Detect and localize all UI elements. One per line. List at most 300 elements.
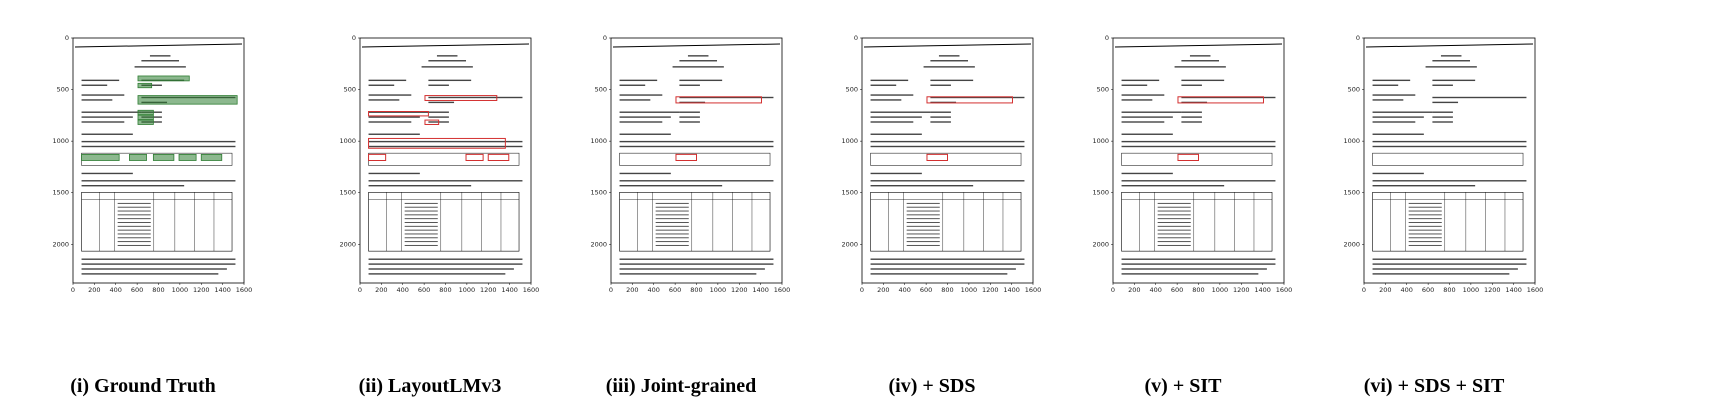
- table-text: [118, 203, 151, 204]
- text-line: [1122, 273, 1259, 274]
- text-line: [369, 94, 412, 95]
- text-line: [369, 259, 523, 260]
- text-line: [1122, 80, 1160, 81]
- x-tick-label: 1200: [479, 286, 497, 294]
- table-text: [656, 203, 689, 204]
- text-line: [871, 259, 1025, 260]
- x-tick-label: 1400: [1003, 286, 1020, 294]
- text-line: [1373, 268, 1518, 269]
- text-line: [369, 180, 523, 181]
- text-line: [871, 146, 1025, 147]
- x-tick-label: 0: [1110, 286, 1116, 294]
- table-text: [907, 230, 940, 231]
- x-tick-label: 0: [608, 286, 614, 294]
- x-tick-label: 400: [647, 286, 660, 294]
- x-tick-label: 800: [152, 286, 165, 294]
- y-tick-label: 500: [845, 85, 858, 94]
- x-tick-label: 1200: [1232, 286, 1250, 294]
- text-line: [620, 94, 663, 95]
- table-text: [118, 222, 151, 223]
- text-line: [369, 121, 412, 122]
- table-text: [118, 237, 151, 238]
- panel-caption: (ii) LayoutLMv3: [358, 375, 502, 397]
- table-text: [405, 211, 438, 212]
- text-line: [930, 80, 973, 81]
- y-tick-label: 0: [1104, 34, 1109, 42]
- text-line: [679, 80, 722, 81]
- document-thumbnail: [1291, 0, 1577, 300]
- text-line: [135, 66, 186, 67]
- table-text: [118, 241, 151, 242]
- y-tick-label: 1000: [1343, 137, 1360, 146]
- text-line: [1122, 263, 1276, 264]
- text-line: [871, 180, 1025, 181]
- x-tick-label: 0: [859, 286, 865, 294]
- text-line: [871, 80, 909, 81]
- x-tick-label: 200: [626, 286, 639, 294]
- y-tick-label: 1000: [841, 137, 858, 146]
- y-tick-label: 0: [351, 34, 356, 42]
- text-line: [620, 173, 671, 174]
- text-line: [1432, 85, 1453, 86]
- table-text: [1409, 230, 1442, 231]
- x-tick-label: 1000: [709, 286, 727, 294]
- text-line: [620, 268, 765, 269]
- text-line: [1441, 55, 1462, 56]
- y-tick-label: 500: [594, 85, 607, 94]
- table-text: [656, 211, 689, 212]
- x-tick-label: 1000: [960, 286, 978, 294]
- text-line: [620, 141, 774, 142]
- text-line: [428, 116, 449, 117]
- text-line: [871, 85, 897, 86]
- table-text: [656, 234, 689, 235]
- text-line: [82, 268, 227, 269]
- text-line: [620, 112, 680, 113]
- panel-3: [538, 0, 824, 412]
- table-text: [656, 214, 689, 215]
- table-text: [118, 234, 151, 235]
- x-tick-label: 1600: [773, 286, 791, 294]
- x-tick-label: 1400: [214, 286, 231, 294]
- text-line: [1373, 112, 1433, 113]
- table-text: [656, 230, 689, 231]
- x-tick-label: 600: [1421, 286, 1435, 294]
- text-line: [1432, 60, 1470, 61]
- panel-caption: (vi) + SDS + SIT: [1363, 375, 1505, 397]
- table-text: [907, 245, 940, 246]
- text-line: [82, 134, 133, 135]
- x-tick-label: 1400: [1254, 286, 1271, 294]
- table-text: [405, 222, 438, 223]
- y-tick-label: 2000: [841, 240, 858, 249]
- text-line: [620, 259, 774, 260]
- text-line: [82, 94, 125, 95]
- table-text: [1409, 222, 1442, 223]
- x-tick-label: 800: [1443, 286, 1456, 294]
- table-text: [405, 234, 438, 235]
- y-tick-label: 1500: [1343, 188, 1360, 197]
- text-line: [1122, 146, 1276, 147]
- ground-truth-box: [179, 154, 196, 160]
- text-line: [1175, 66, 1226, 67]
- x-tick-label: 400: [1400, 286, 1413, 294]
- y-tick-label: 0: [602, 34, 607, 42]
- table-text: [405, 207, 438, 208]
- text-line: [679, 85, 700, 86]
- text-line: [82, 80, 120, 81]
- text-line: [924, 66, 975, 67]
- panel-2: [287, 0, 573, 412]
- text-line: [1122, 99, 1153, 100]
- panel-6: [1291, 0, 1577, 412]
- text-line: [428, 85, 449, 86]
- x-tick-label: 1200: [981, 286, 999, 294]
- table-text: [1409, 237, 1442, 238]
- text-line: [1122, 121, 1165, 122]
- page-frame: [1364, 38, 1535, 283]
- table-text: [907, 226, 940, 227]
- table-text: [405, 226, 438, 227]
- text-line: [1373, 85, 1399, 86]
- x-tick-label: 400: [109, 286, 122, 294]
- x-tick-label: 1600: [235, 286, 253, 294]
- x-tick-label: 1000: [1211, 286, 1229, 294]
- x-tick-label: 1000: [458, 286, 476, 294]
- text-line: [369, 85, 395, 86]
- text-line: [620, 99, 651, 100]
- table-text: [1409, 211, 1442, 212]
- y-tick-label: 1000: [1092, 137, 1109, 146]
- text-line: [1432, 112, 1453, 113]
- document-thumbnail: [0, 0, 286, 300]
- text-line: [871, 263, 1025, 264]
- table-text: [118, 218, 151, 219]
- text-line: [620, 273, 757, 274]
- table-text: [405, 237, 438, 238]
- table-text: [1158, 211, 1191, 212]
- text-line: [930, 121, 951, 122]
- x-tick-label: 600: [919, 286, 933, 294]
- x-tick-label: 1600: [1526, 286, 1544, 294]
- text-line: [871, 141, 1025, 142]
- text-line: [1432, 121, 1453, 122]
- text-line: [871, 173, 922, 174]
- table-text: [907, 214, 940, 215]
- text-line: [939, 55, 960, 56]
- x-tick-label: 1200: [730, 286, 748, 294]
- text-line: [82, 273, 219, 274]
- table-text: [1158, 241, 1191, 242]
- table-text: [1158, 218, 1191, 219]
- text-line: [428, 97, 522, 98]
- ground-truth-box: [138, 96, 237, 105]
- x-tick-label: 600: [417, 286, 431, 294]
- text-line: [930, 112, 951, 113]
- table-text: [656, 245, 689, 246]
- x-tick-label: 1000: [1462, 286, 1480, 294]
- table-text: [656, 207, 689, 208]
- text-line: [1181, 112, 1202, 113]
- table-text: [1158, 203, 1191, 204]
- text-line: [871, 112, 931, 113]
- text-line: [871, 185, 974, 186]
- table-text: [1158, 207, 1191, 208]
- table-text: [405, 245, 438, 246]
- x-tick-label: 1200: [1483, 286, 1501, 294]
- table-text: [907, 218, 940, 219]
- text-line: [1122, 185, 1225, 186]
- table-text: [1409, 207, 1442, 208]
- table-text: [656, 237, 689, 238]
- text-line: [620, 185, 723, 186]
- x-tick-label: 800: [439, 286, 452, 294]
- text-line: [871, 273, 1008, 274]
- text-line: [428, 60, 466, 61]
- text-line: [1373, 185, 1476, 186]
- text-line: [369, 173, 420, 174]
- text-line: [369, 99, 400, 100]
- text-line: [1373, 173, 1424, 174]
- text-line: [437, 55, 458, 56]
- text-line: [1373, 134, 1424, 135]
- text-line: [428, 80, 471, 81]
- text-line: [369, 268, 514, 269]
- y-tick-label: 1500: [339, 188, 356, 197]
- panel-caption: (i) Ground Truth: [70, 375, 216, 397]
- table-text: [907, 241, 940, 242]
- text-line: [620, 116, 671, 117]
- text-line: [871, 116, 922, 117]
- text-line: [871, 268, 1016, 269]
- text-line: [150, 55, 171, 56]
- text-line: [1373, 263, 1527, 264]
- text-line: [1432, 102, 1458, 103]
- y-tick-label: 500: [343, 85, 356, 94]
- text-line: [369, 80, 407, 81]
- table-text: [656, 218, 689, 219]
- x-tick-label: 200: [375, 286, 388, 294]
- x-tick-label: 600: [130, 286, 144, 294]
- text-line: [82, 141, 236, 142]
- y-tick-label: 0: [1355, 34, 1360, 42]
- panel-5: [1040, 0, 1326, 412]
- text-line: [871, 134, 922, 135]
- table-text: [1158, 234, 1191, 235]
- text-line: [871, 121, 914, 122]
- text-line: [369, 141, 523, 142]
- text-line: [82, 263, 236, 264]
- text-line: [871, 94, 914, 95]
- table-text: [405, 241, 438, 242]
- text-line: [620, 134, 671, 135]
- document-thumbnail: [538, 0, 824, 300]
- text-line: [82, 185, 185, 186]
- text-line: [1181, 85, 1202, 86]
- y-tick-label: 1500: [841, 188, 858, 197]
- text-line: [1373, 116, 1424, 117]
- text-line: [82, 146, 236, 147]
- text-line: [1181, 80, 1224, 81]
- table-text: [1409, 218, 1442, 219]
- ground-truth-box: [138, 83, 152, 87]
- text-line: [688, 55, 709, 56]
- table-text: [1409, 226, 1442, 227]
- y-tick-label: 2000: [1092, 240, 1109, 249]
- x-tick-label: 1400: [752, 286, 769, 294]
- x-tick-label: 400: [898, 286, 911, 294]
- text-line: [1373, 273, 1510, 274]
- table-text: [907, 222, 940, 223]
- text-line: [82, 116, 133, 117]
- x-tick-label: 0: [357, 286, 363, 294]
- table-text: [1158, 245, 1191, 246]
- y-tick-label: 2000: [1343, 240, 1360, 249]
- text-line: [930, 116, 951, 117]
- text-line: [930, 60, 968, 61]
- text-line: [1122, 85, 1148, 86]
- ground-truth-box: [153, 154, 174, 160]
- table-text: [1158, 214, 1191, 215]
- table-text: [907, 237, 940, 238]
- table-text: [405, 203, 438, 204]
- text-line: [1122, 116, 1173, 117]
- table-text: [1409, 214, 1442, 215]
- text-line: [141, 60, 179, 61]
- text-line: [1373, 259, 1527, 260]
- text-line: [679, 116, 700, 117]
- table-text: [1409, 203, 1442, 204]
- text-line: [369, 263, 523, 264]
- text-line: [82, 85, 108, 86]
- table-text: [1409, 234, 1442, 235]
- text-line: [1122, 259, 1276, 260]
- y-tick-label: 1000: [590, 137, 607, 146]
- y-tick-label: 500: [56, 85, 69, 94]
- y-tick-label: 500: [1347, 85, 1360, 94]
- text-line: [369, 146, 523, 147]
- panel-caption: (v) + SIT: [1144, 375, 1222, 397]
- y-tick-label: 2000: [52, 240, 69, 249]
- table-text: [907, 211, 940, 212]
- x-tick-label: 200: [877, 286, 890, 294]
- document-thumbnail: [287, 0, 573, 300]
- table-text: [118, 214, 151, 215]
- text-line: [369, 116, 420, 117]
- text-line: [82, 112, 142, 113]
- ground-truth-box: [201, 154, 222, 160]
- text-line: [1122, 94, 1165, 95]
- x-tick-label: 200: [1379, 286, 1392, 294]
- text-line: [1122, 268, 1267, 269]
- table-text: [656, 226, 689, 227]
- y-tick-label: 1500: [52, 188, 69, 197]
- panel-caption: (iv) + SDS: [888, 375, 976, 397]
- y-tick-label: 1500: [1092, 188, 1109, 197]
- text-line: [428, 112, 449, 113]
- x-tick-label: 600: [1170, 286, 1184, 294]
- y-tick-label: 0: [853, 34, 858, 42]
- table-text: [1158, 226, 1191, 227]
- y-tick-label: 2000: [590, 240, 607, 249]
- document-thumbnail: [1040, 0, 1326, 300]
- text-line: [620, 85, 646, 86]
- x-tick-label: 1200: [192, 286, 210, 294]
- x-tick-label: 0: [1361, 286, 1367, 294]
- x-tick-label: 1600: [1275, 286, 1293, 294]
- table-text: [118, 230, 151, 231]
- x-tick-label: 400: [1149, 286, 1162, 294]
- ground-truth-box: [138, 120, 153, 124]
- ground-truth-box: [138, 110, 153, 114]
- text-line: [369, 134, 420, 135]
- text-line: [673, 66, 724, 67]
- text-line: [1122, 134, 1173, 135]
- text-line: [1122, 180, 1276, 181]
- text-line: [620, 80, 658, 81]
- text-line: [1373, 121, 1416, 122]
- document-thumbnail: [789, 0, 1075, 300]
- x-tick-label: 1400: [501, 286, 518, 294]
- y-tick-label: 2000: [339, 240, 356, 249]
- text-line: [82, 173, 133, 174]
- text-line: [428, 102, 454, 103]
- text-line: [1373, 180, 1527, 181]
- ground-truth-box: [138, 115, 153, 119]
- text-line: [1122, 173, 1173, 174]
- y-tick-label: 500: [1096, 85, 1109, 94]
- text-line: [620, 180, 774, 181]
- text-line: [1373, 141, 1527, 142]
- x-tick-label: 200: [1128, 286, 1141, 294]
- table-text: [1158, 237, 1191, 238]
- x-tick-label: 0: [70, 286, 76, 294]
- y-tick-label: 1500: [590, 188, 607, 197]
- text-line: [1373, 146, 1527, 147]
- text-line: [679, 112, 700, 113]
- table-text: [907, 207, 940, 208]
- text-line: [620, 146, 774, 147]
- text-line: [1122, 112, 1182, 113]
- table-text: [656, 241, 689, 242]
- text-line: [1181, 116, 1202, 117]
- panel-1: [0, 0, 286, 412]
- text-line: [1181, 121, 1202, 122]
- table-text: [405, 214, 438, 215]
- x-tick-label: 800: [1192, 286, 1205, 294]
- text-line: [82, 259, 236, 260]
- text-line: [1122, 141, 1276, 142]
- x-tick-label: 800: [690, 286, 703, 294]
- table-text: [1409, 241, 1442, 242]
- panel-4: [789, 0, 1075, 412]
- text-line: [369, 273, 506, 274]
- table-text: [118, 245, 151, 246]
- text-line: [679, 121, 700, 122]
- text-line: [1373, 99, 1404, 100]
- y-tick-label: 1000: [339, 137, 356, 146]
- table-text: [405, 218, 438, 219]
- text-line: [82, 99, 113, 100]
- ground-truth-box: [129, 154, 146, 160]
- text-line: [1426, 66, 1477, 67]
- text-line: [82, 180, 236, 181]
- table-text: [1409, 245, 1442, 246]
- text-line: [369, 185, 472, 186]
- y-tick-label: 1000: [52, 137, 69, 146]
- text-line: [82, 121, 125, 122]
- table-text: [405, 230, 438, 231]
